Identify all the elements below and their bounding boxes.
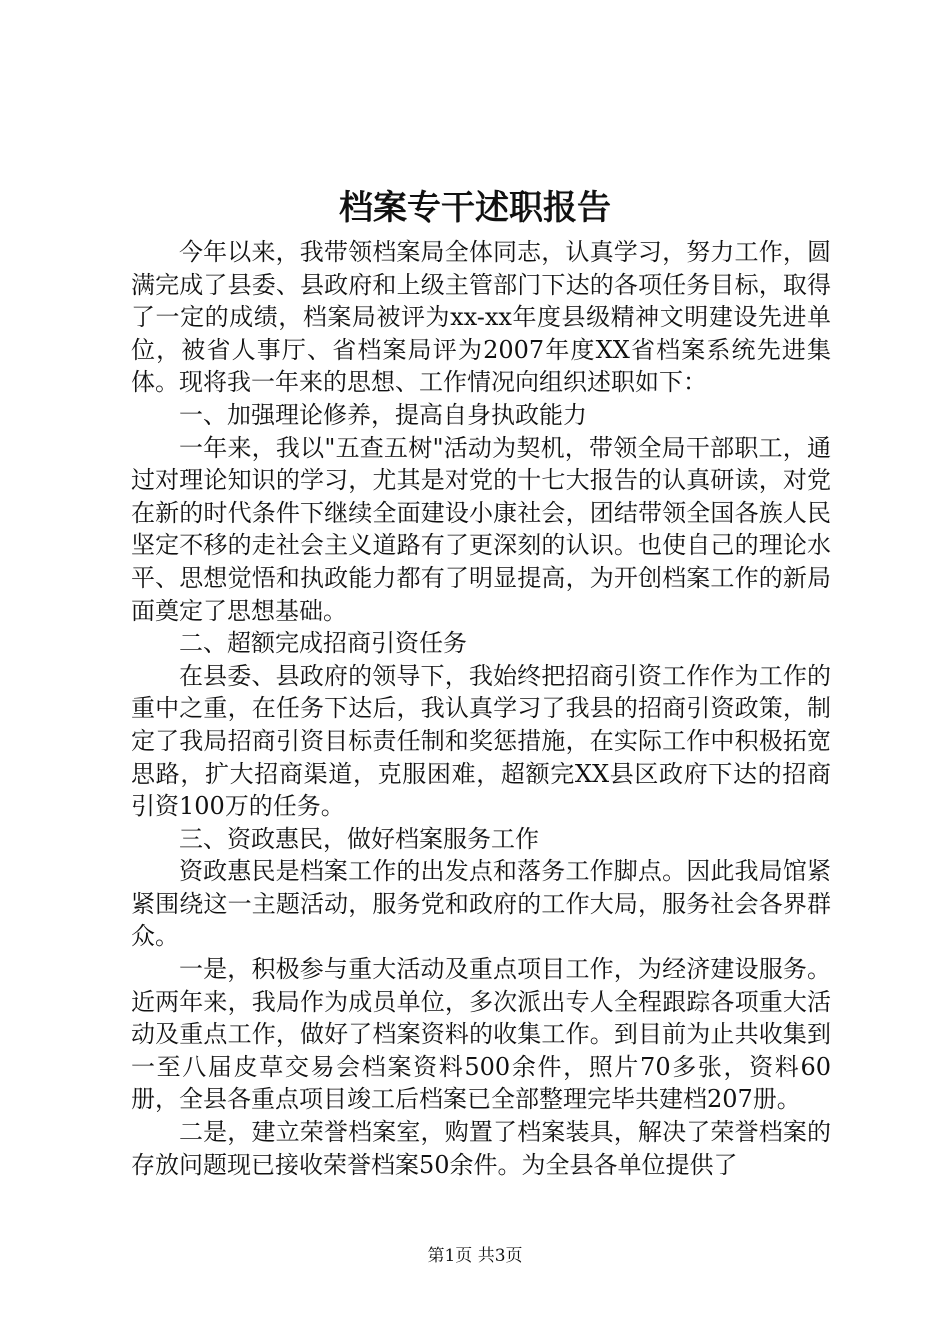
page-footer: 第1页 共3页 xyxy=(427,1246,523,1266)
section-heading-2: 二、超额完成招商引资任务 xyxy=(179,629,467,658)
paragraph-service: 资政惠民是档案工作的出发点和落务工作脚点。因此我局馆紧紧围绕这一主题活动，服务党和政府的工作大局，服务社会各界群众。 xyxy=(131,857,831,951)
section-heading-1: 一、加强理论修养，提高自身执政能力 xyxy=(179,400,587,429)
paragraph-point-1: 一是，积极参与重大活动及重点项目工作，为经济建设服务。近两年来，我局作为成员单位，多次派出专人全程跟踪各项重大活动及重点工作，做好了档案资料的收集工作。到目前为止共收集到一至八届皮草交易会档案资料500余件，照片70多张，资料60册，全县各重点项目竣工后档案已全部整理完毕共建档207册。 xyxy=(131,955,831,1114)
paragraph-investment: 在县委、县政府的领导下，我始终把招商引资工作作为工作的重中之重，在任务下达后，我认真学习了我县的招商引资政策，制定了我局招商引资目标责任制和奖惩措施，在实际工作中积极拓宽思路，扩大招商渠道，克服困难，超额完XX县区政府下达的招商引资100万的任务。 xyxy=(131,661,831,821)
section-heading-3: 三、资政惠民，做好档案服务工作 xyxy=(179,824,539,853)
document-body xyxy=(131,236,831,1181)
paragraph-intro: 今年以来，我带领档案局全体同志，认真学习，努力工作，圆满完成了县委、县政府和上级主管部门下达的各项任务目标，取得了一定的成绩，档案局被评为xx-xx年度县级精神文明建设先进单位，被省人事厅、省档案局评为2007年度XX省档案系统先进集体。现将我一年来的思想、工作情况向组织述职如下： xyxy=(131,238,831,397)
paragraph-theory: 一年来，我以"五查五树"活动为契机，带领全局干部职工，通过对理论知识的学习，尤其是对党的十七大报告的认真研读，对党在新的时代条件下继续全面建设小康社会，团结带领全国各族人民坚定不移的走社会主义道路有了更深刻的认识。也使自己的理论水平、思想觉悟和执政能力都有了明显提高，为开创档案工作的新局面奠定了思想基础。 xyxy=(131,433,831,625)
document-title: 档案专干述职报告 xyxy=(339,188,611,228)
paragraph-point-2: 二是，建立荣誉档案室，购置了档案装具，解决了荣誉档案的存放问题现已接收荣誉档案50余件。为全县各单位提供了 xyxy=(131,1118,831,1179)
